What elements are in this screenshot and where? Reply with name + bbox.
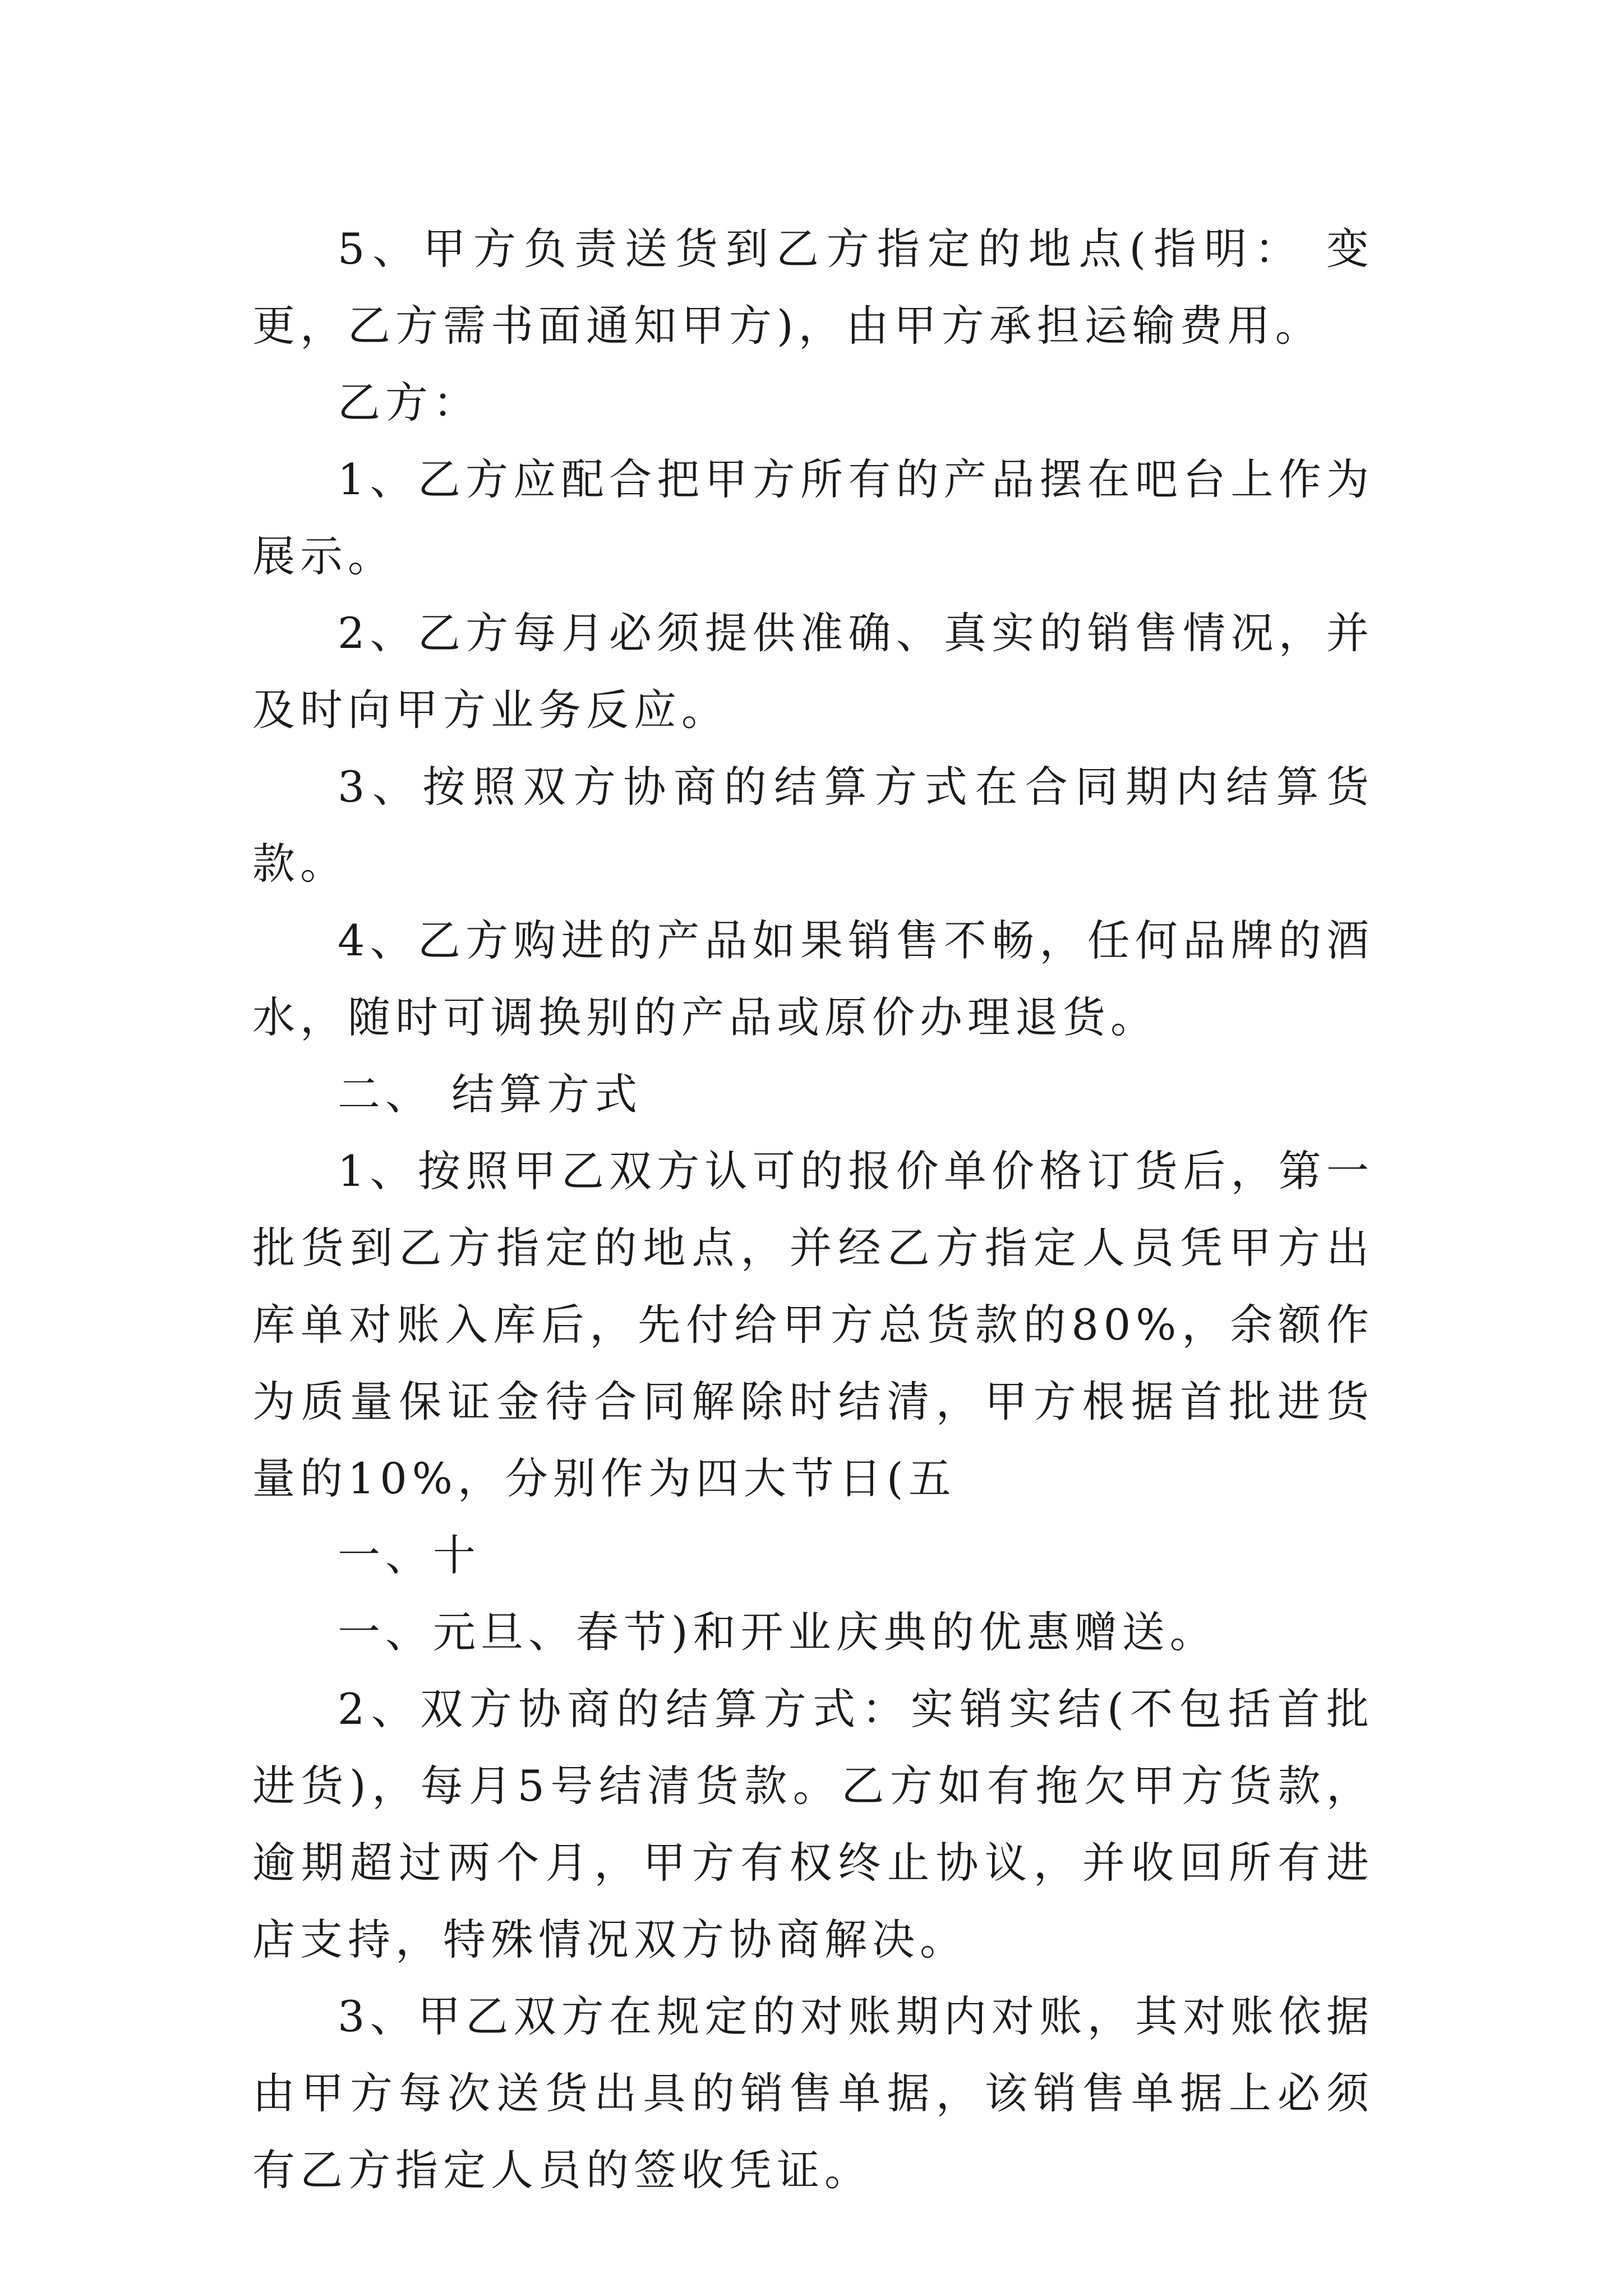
paragraph-holiday-gifts: 一、元旦、春节)和开业庆典的优惠赠送。 [338,1607,1218,1657]
paragraph-holiday-fragment: 一、十 [338,1530,481,1580]
paragraph-first-order: 1、按照甲乙双方认可的报价单价格订货后，第一批货到乙方指定的地点，并经乙方指定人员凭甲方出库单对账入库后，先付给甲方总货款的80%，余额作为质量保证金待合同解除时结清，甲方根据首批进货量的10%，分别作为四大节日(五 [252,1146,1374,1503]
paragraph-returns: 4、乙方购进的产品如果销售不畅，任何品牌的酒水，随时可调换别的产品或原价办理退货。 [252,915,1374,1042]
paragraph-monthly-settlement: 2、双方协商的结算方式：实销实结(不包括首批进货)，每月5号结清货款。乙方如有拖欠甲方货款，逾期超过两个月，甲方有权终止协议，并收回所有进店支持，特殊情况双方协商解决。 [252,1684,1374,1964]
paragraph-display: 1、乙方应配合把甲方所有的产品摆在吧台上作为展示。 [252,454,1374,581]
section-heading-settlement-method: 二、 结算方式 [338,1069,643,1119]
paragraph-settlement: 3、按照双方协商的结算方式在合同期内结算货款。 [252,762,1374,889]
paragraph-party-b-heading: 乙方： [338,378,481,427]
paragraph-reconciliation: 3、甲乙双方在规定的对账期内对账，其对账依据由甲方每次送货出具的销售单据，该销售单据上必须有乙方指定人员的签收凭证。 [252,1991,1374,2195]
document-body [252,210,1374,2208]
paragraph-delivery: 5、甲方负责送货到乙方指定的地点(指明： 变更，乙方需书面通知甲方)，由甲方承担运输费用。 [252,224,1374,351]
paragraph-sales-report: 2、乙方每月必须提供准确、真实的销售情况，并及时向甲方业务反应。 [252,608,1374,735]
